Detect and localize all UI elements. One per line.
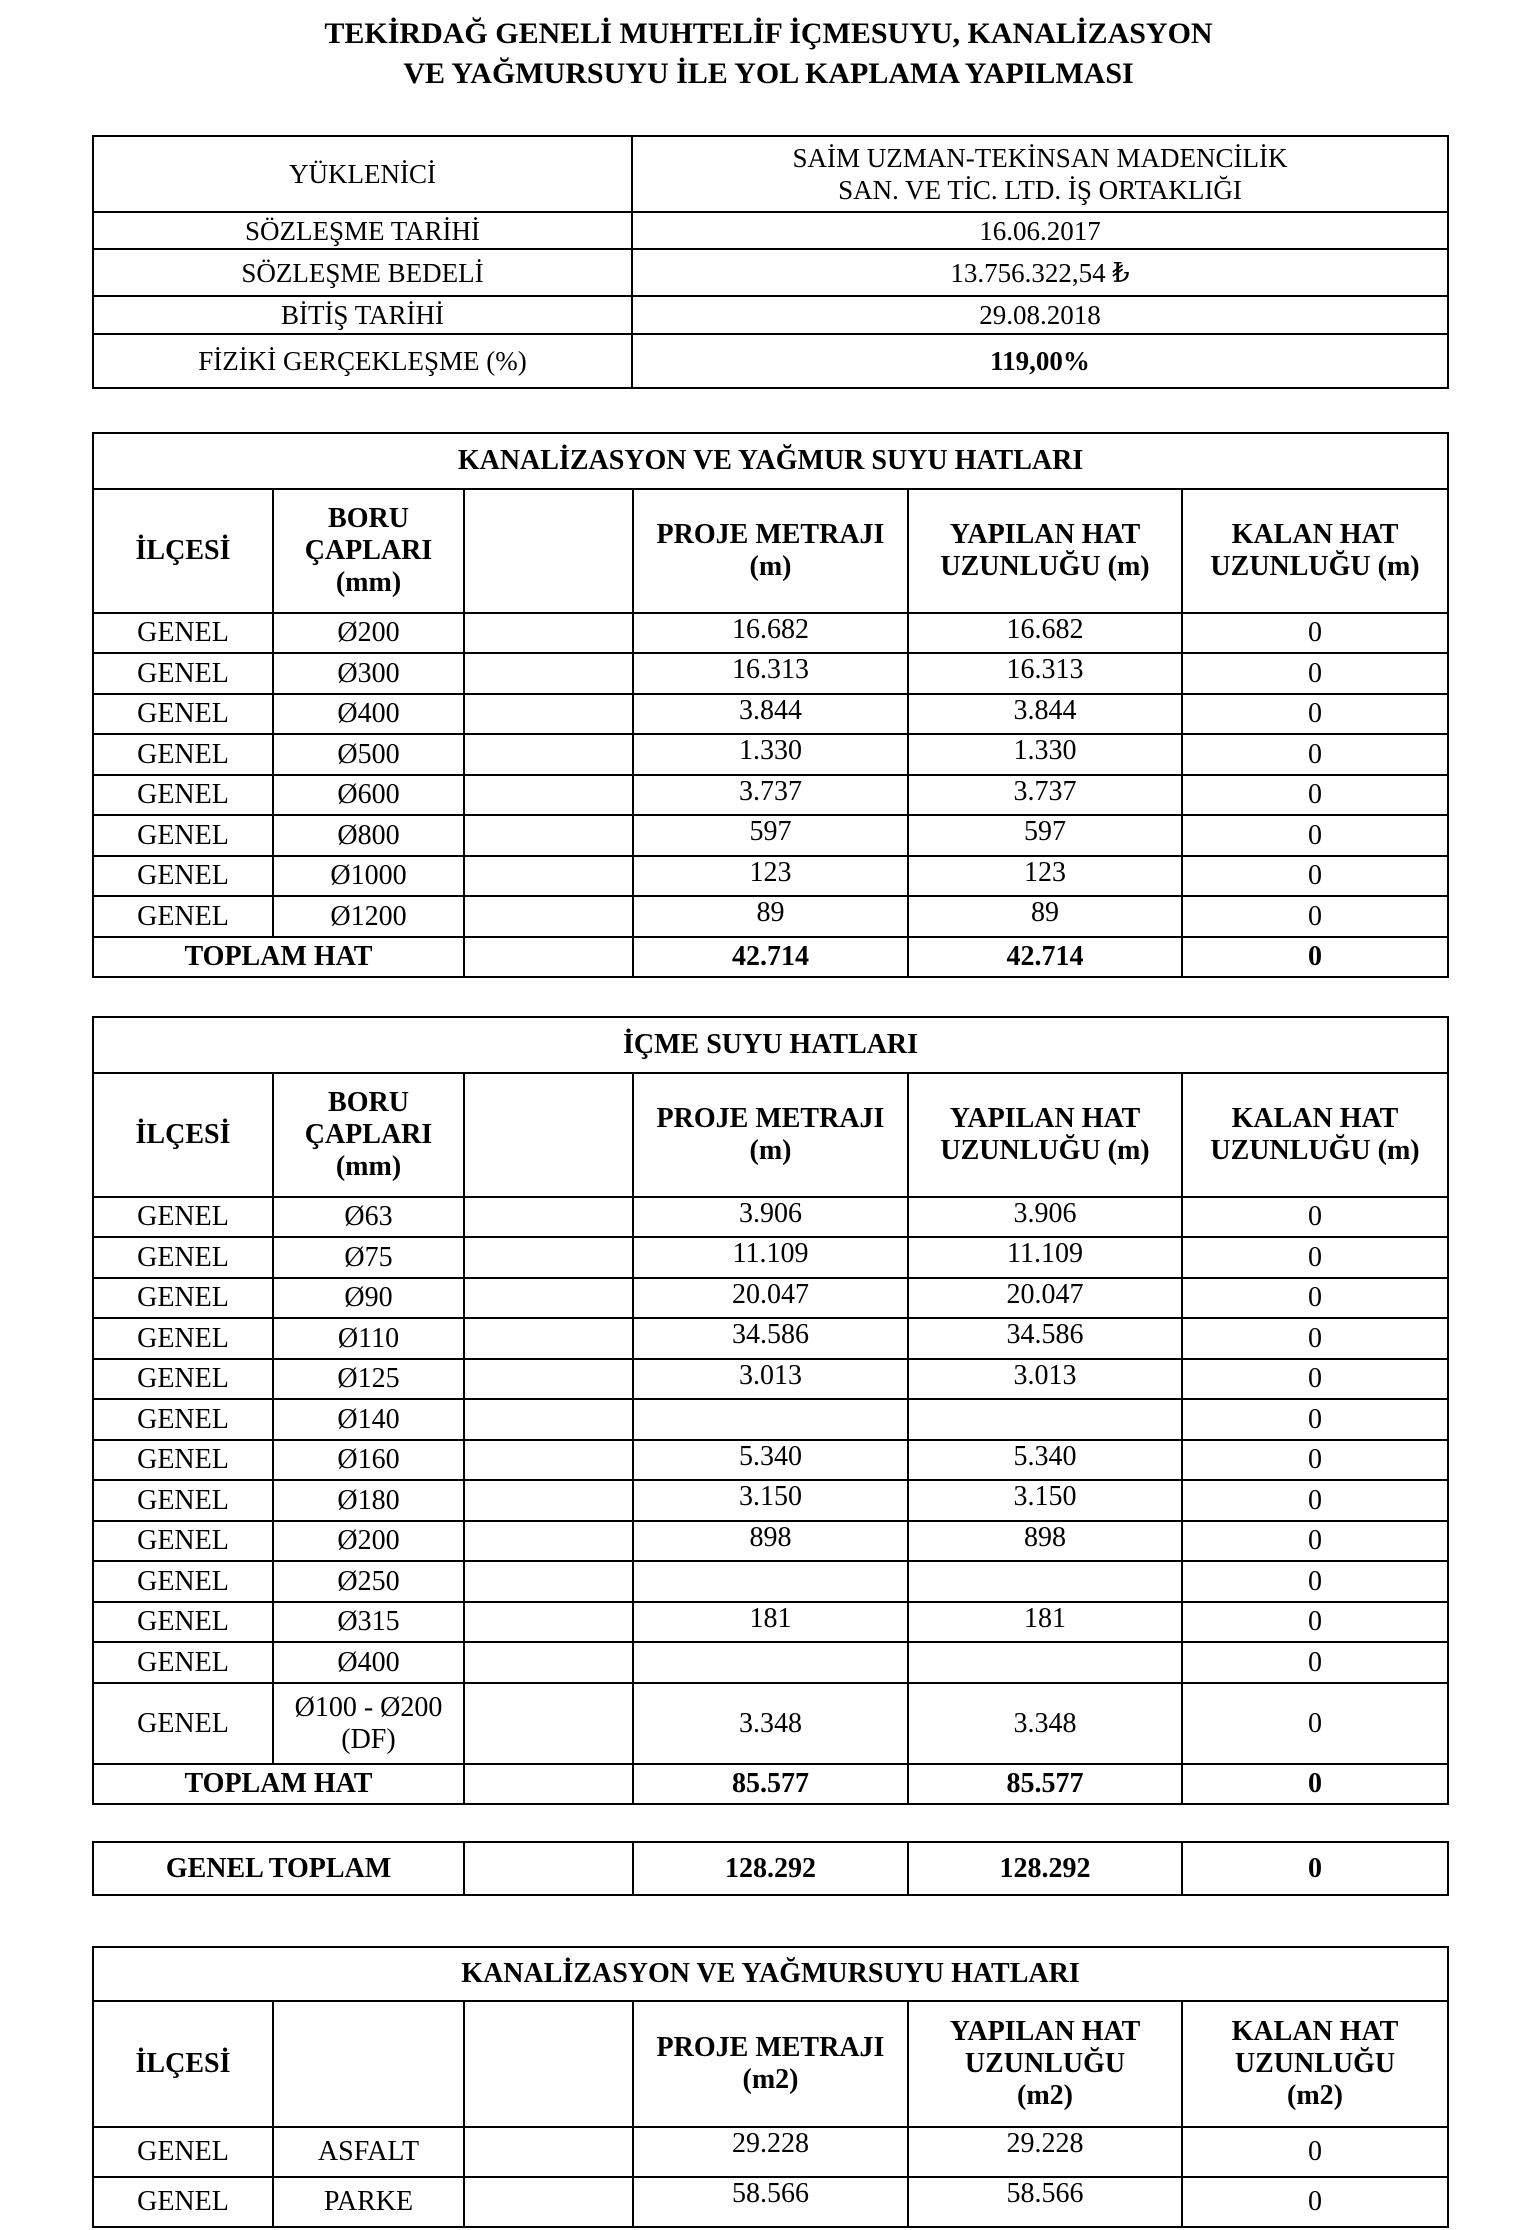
cell-ilce: GENEL [93,694,273,734]
table-row [93,1521,1448,1561]
cell-ilce: GENEL [93,1602,273,1642]
cell-cap: Ø800 [273,815,464,856]
cell-cap: Ø600 [273,775,464,815]
grand-total-label: GENEL TOPLAM [93,1842,464,1895]
cell-proje [633,1561,908,1602]
cell-proje: 5.340 [633,1440,908,1480]
header-kalan-line-2: UZUNLUĞU [1234,2048,1396,2079]
cell-ilce: GENEL [93,1561,273,1602]
cell-ilce: GENEL [93,2177,273,2227]
cell-ilce: GENEL [93,1359,273,1399]
cell-proje: 898 [633,1521,908,1561]
cell-cap: Ø110 [273,1318,464,1359]
grand-total-table [92,1841,1449,1896]
table-row [93,1440,1448,1480]
cell-ilce: GENEL [93,1278,273,1318]
cell-kalan: 0 [1182,1602,1448,1642]
cell-ilce: GENEL [93,1237,273,1278]
info-label: BİTİŞ TARİHİ [93,296,632,334]
cell-yapilan: 16.682 [908,613,1182,653]
cell-empty [464,856,633,896]
cell-empty [464,1642,633,1683]
table-row [93,1197,1448,1237]
cell-kalan: 0 [1182,1197,1448,1237]
cell-proje: 3.737 [633,775,908,815]
cell-ilce: GENEL [93,2127,273,2177]
header-yapilan-line-2: UZUNLUĞU (m) [940,1135,1150,1166]
cell-empty [464,815,633,856]
cell-proje [633,1642,908,1683]
header-kalan-line-3: (m2) [1287,2080,1343,2111]
cell-yapilan: 1.330 [908,734,1182,775]
cell-proje: 181 [633,1602,908,1642]
header-boru-line-2: ÇAPLARI [304,1119,433,1150]
cell-proje: 123 [633,856,908,896]
cell-kalan: 0 [1182,653,1448,694]
info-row [93,334,1448,388]
cell-empty [464,653,633,694]
table-row [93,613,1448,653]
grand-total-row [93,1842,1448,1895]
cell-yapilan [908,1561,1182,1602]
cell-proje: 1.330 [633,734,908,775]
total-label: TOPLAM HAT [93,1764,464,1804]
grand-total-yapilan: 128.292 [908,1842,1182,1895]
table-row [93,775,1448,815]
cell-empty [464,1683,633,1764]
document-title [0,14,1537,94]
cell-kalan: 0 [1182,2177,1448,2227]
section-title: KANALİZASYON VE YAĞMURSUYU HATLARI [93,1947,1448,2001]
total-proje: 85.577 [633,1764,908,1804]
section-title: KANALİZASYON VE YAĞMUR SUYU HATLARI [93,433,1448,489]
header-row [93,2001,1448,2127]
section-title: İÇME SUYU HATLARI [93,1017,1448,1073]
header-empty [464,2001,633,2127]
header-proje-line-2: (m2) [742,2064,799,2095]
header-kalan-line-1: KALAN HAT [1231,2016,1399,2047]
info-label: FİZİKİ GERÇEKLEŞME (%) [93,334,632,388]
total-kalan: 0 [1182,1764,1448,1804]
header-boru-line-3: (mm) [335,1151,402,1182]
cell-cap: Ø160 [273,1440,464,1480]
cell-yapilan: 89 [908,896,1182,937]
cell-ilce: GENEL [93,734,273,775]
cell-yapilan: 29.228 [908,2127,1182,2177]
drinking-water-lines-table [92,1016,1449,1805]
table-row [93,2177,1448,2227]
header-boru-line-1: BORU [328,503,409,534]
cell-empty [464,1278,633,1318]
header-row [93,489,1448,613]
header-proje-line-1: PROJE METRAJI [656,519,885,550]
cell-cap: Ø90 [273,1278,464,1318]
cell-empty [464,1197,633,1237]
cell-empty [464,1399,633,1440]
header-proje [633,2001,908,2127]
header-yapilan-line-3: (m2) [1017,2080,1073,2111]
cell-empty [464,1602,633,1642]
cell-empty [464,2127,633,2177]
cell-cap: Ø1000 [273,856,464,896]
cell-cap: Ø1200 [273,896,464,937]
cell-yapilan: 3.013 [908,1359,1182,1399]
cell-empty [464,734,633,775]
table-row [93,1602,1448,1642]
info-value: 13.756.322,54 ₺ [632,249,1448,296]
cell-tur: ASFALT [273,2127,464,2177]
table-row [93,1683,1448,1764]
info-value: 29.08.2018 [632,296,1448,334]
contractor-row [93,136,1448,212]
info-value: 119,00% [632,334,1448,388]
cell-cap: Ø200 [273,613,464,653]
header-empty [464,1073,633,1197]
header-proje-line-2: (m) [749,551,792,582]
cell-yapilan: 898 [908,1521,1182,1561]
header-proje [633,489,908,613]
total-row [93,937,1448,977]
info-row [93,212,1448,249]
cell-proje: 16.313 [633,653,908,694]
cell-kalan: 0 [1182,1642,1448,1683]
cell-kalan: 0 [1182,1318,1448,1359]
header-empty [464,489,633,613]
cell-yapilan: 11.109 [908,1237,1182,1278]
header-yapilan-line-1: YAPILAN HAT [949,1103,1141,1134]
header-yapilan [908,2001,1182,2127]
cell-proje: 3.844 [633,694,908,734]
header-proje-line-1: PROJE METRAJI [656,1103,885,1134]
info-label: SÖZLEŞME TARİHİ [93,212,632,249]
cell-kalan: 0 [1182,1399,1448,1440]
total-yapilan: 85.577 [908,1764,1182,1804]
cell-empty [464,1521,633,1561]
header-kalan [1182,1073,1448,1197]
cell-cap: Ø63 [273,1197,464,1237]
info-value: 16.06.2017 [632,212,1448,249]
cell-ilce: GENEL [93,1642,273,1683]
header-proje-line-1: PROJE METRAJI [656,2032,885,2063]
table-row [93,1278,1448,1318]
cell-yapilan [908,1399,1182,1440]
header-yapilan-line-2: UZUNLUĞU [964,2048,1126,2079]
cell-kalan: 0 [1182,1561,1448,1602]
cell-empty [464,1561,633,1602]
header-yapilan-line-1: YAPILAN HAT [949,2016,1141,2047]
table-row [93,815,1448,856]
cell-cap: Ø400 [273,694,464,734]
cell-proje: 34.586 [633,1318,908,1359]
cell-cap: Ø125 [273,1359,464,1399]
sewer-lines-table [92,432,1449,978]
total-proje: 42.714 [633,937,908,977]
contract-info-table [92,135,1449,389]
table-row [93,1359,1448,1399]
road-paving-table [92,1946,1449,2228]
cell-proje [633,1399,908,1440]
cell-proje: 11.109 [633,1237,908,1278]
cell-proje: 3.348 [633,1683,908,1764]
header-kalan [1182,2001,1448,2127]
cell-empty [464,896,633,937]
header-proje-line-2: (m) [749,1135,792,1166]
header-ilcesi: İLÇESİ [93,489,273,613]
section-title-row [93,1017,1448,1073]
cell-yapilan [908,1642,1182,1683]
cell-proje: 89 [633,896,908,937]
header-row [93,1073,1448,1197]
cell-empty [464,2177,633,2227]
table-row [93,1480,1448,1521]
cell-ilce: GENEL [93,1399,273,1440]
header-boru [273,1073,464,1197]
cell-cap: Ø140 [273,1399,464,1440]
cell-empty [464,1359,633,1399]
cell-ilce: GENEL [93,1521,273,1561]
header-kalan-line-2: UZUNLUĞU (m) [1210,1135,1420,1166]
contractor-line-1: SAİM UZMAN-TEKİNSAN MADENCİLİK [792,143,1288,173]
table-row [93,1561,1448,1602]
cell-empty [464,1440,633,1480]
cell-yapilan: 181 [908,1602,1182,1642]
cell-empty [464,1842,633,1895]
info-label: SÖZLEŞME BEDELİ [93,249,632,296]
cell-yapilan: 5.340 [908,1440,1182,1480]
cell-kalan: 0 [1182,856,1448,896]
total-yapilan: 42.714 [908,937,1182,977]
cell-cap-line-2: (DF) [341,1723,396,1755]
cell-kalan: 0 [1182,1683,1448,1764]
table-row [93,694,1448,734]
table-row [93,1399,1448,1440]
cell-ilce: GENEL [93,1318,273,1359]
total-label: TOPLAM HAT [93,937,464,977]
cell-cap: Ø300 [273,653,464,694]
cell-kalan: 0 [1182,734,1448,775]
section-title-row [93,1947,1448,2001]
cell-yapilan: 3.844 [908,694,1182,734]
total-row [93,1764,1448,1804]
cell-tur: PARKE [273,2177,464,2227]
cell-ilce: GENEL [93,815,273,856]
cell-yapilan: 3.906 [908,1197,1182,1237]
section-title-row [93,433,1448,489]
info-row [93,296,1448,334]
cell-cap: Ø400 [273,1642,464,1683]
cell-yapilan: 16.313 [908,653,1182,694]
table-row [93,734,1448,775]
grand-total-proje: 128.292 [633,1842,908,1895]
cell-proje: 3.150 [633,1480,908,1521]
header-empty [273,2001,464,2127]
cell-ilce: GENEL [93,1683,273,1764]
cell-yapilan: 34.586 [908,1318,1182,1359]
cell-kalan: 0 [1182,775,1448,815]
cell-kalan: 0 [1182,1521,1448,1561]
cell-proje: 58.566 [633,2177,908,2227]
cell-cap: Ø250 [273,1561,464,1602]
cell-empty [464,937,633,977]
cell-kalan: 0 [1182,613,1448,653]
header-boru-line-1: BORU [328,1087,409,1118]
cell-ilce: GENEL [93,613,273,653]
cell-kalan: 0 [1182,2127,1448,2177]
header-kalan-line-2: UZUNLUĞU (m) [1210,551,1420,582]
cell-kalan: 0 [1182,1278,1448,1318]
header-ilcesi: İLÇESİ [93,1073,273,1197]
header-boru-line-3: (mm) [335,567,402,598]
cell-kalan: 0 [1182,1237,1448,1278]
cell-cap: Ø500 [273,734,464,775]
cell-empty [464,1318,633,1359]
total-kalan: 0 [1182,937,1448,977]
cell-empty [464,1480,633,1521]
header-kalan-line-1: KALAN HAT [1231,1103,1399,1134]
cell-kalan: 0 [1182,815,1448,856]
header-kalan [1182,489,1448,613]
title-line-2: VE YAĞMURSUYU İLE YOL KAPLAMA YAPILMASI [403,57,1134,90]
header-proje [633,1073,908,1197]
info-row [93,249,1448,296]
table-row [93,1642,1448,1683]
cell-empty [464,775,633,815]
table-row [93,653,1448,694]
header-kalan-line-1: KALAN HAT [1231,519,1399,550]
cell-cap: Ø75 [273,1237,464,1278]
cell-ilce: GENEL [93,775,273,815]
contractor-label: YÜKLENİCİ [93,136,632,212]
cell-empty [464,613,633,653]
grand-total-kalan: 0 [1182,1842,1448,1895]
cell-cap: Ø180 [273,1480,464,1521]
header-ilcesi: İLÇESİ [93,2001,273,2127]
cell-yapilan: 58.566 [908,2177,1182,2227]
cell-kalan: 0 [1182,1440,1448,1480]
contractor-value [632,136,1448,212]
cell-ilce: GENEL [93,653,273,694]
cell-proje: 16.682 [633,613,908,653]
cell-proje: 597 [633,815,908,856]
table-row [93,1237,1448,1278]
cell-yapilan: 123 [908,856,1182,896]
cell-yapilan: 3.150 [908,1480,1182,1521]
cell-kalan: 0 [1182,896,1448,937]
cell-ilce: GENEL [93,896,273,937]
header-yapilan-line-1: YAPILAN HAT [949,519,1141,550]
cell-cap [273,1683,464,1764]
cell-ilce: GENEL [93,856,273,896]
cell-kalan: 0 [1182,1480,1448,1521]
table-row [93,856,1448,896]
cell-yapilan: 597 [908,815,1182,856]
cell-yapilan: 3.737 [908,775,1182,815]
cell-proje: 20.047 [633,1278,908,1318]
title-line-1: TEKİRDAĞ GENELİ MUHTELİF İÇMESUYU, KANALİZASYON [324,17,1213,50]
header-yapilan [908,1073,1182,1197]
cell-ilce: GENEL [93,1197,273,1237]
cell-kalan: 0 [1182,1359,1448,1399]
cell-ilce: GENEL [93,1480,273,1521]
cell-empty [464,1237,633,1278]
table-row [93,1318,1448,1359]
cell-yapilan: 20.047 [908,1278,1182,1318]
cell-cap: Ø315 [273,1602,464,1642]
cell-yapilan: 3.348 [908,1683,1182,1764]
cell-empty [464,1764,633,1804]
contractor-line-2: SAN. VE TİC. LTD. İŞ ORTAKLIĞI [838,175,1242,205]
cell-proje: 3.906 [633,1197,908,1237]
header-boru-line-2: ÇAPLARI [304,535,433,566]
cell-kalan: 0 [1182,694,1448,734]
table-row [93,2127,1448,2177]
header-yapilan-line-2: UZUNLUĞU (m) [940,551,1150,582]
cell-empty [464,694,633,734]
cell-ilce: GENEL [93,1440,273,1480]
cell-cap: Ø200 [273,1521,464,1561]
header-yapilan [908,489,1182,613]
cell-proje: 29.228 [633,2127,908,2177]
header-boru [273,489,464,613]
cell-proje: 3.013 [633,1359,908,1399]
table-row [93,896,1448,937]
cell-cap-line-1: Ø100 - Ø200 [294,1691,443,1723]
